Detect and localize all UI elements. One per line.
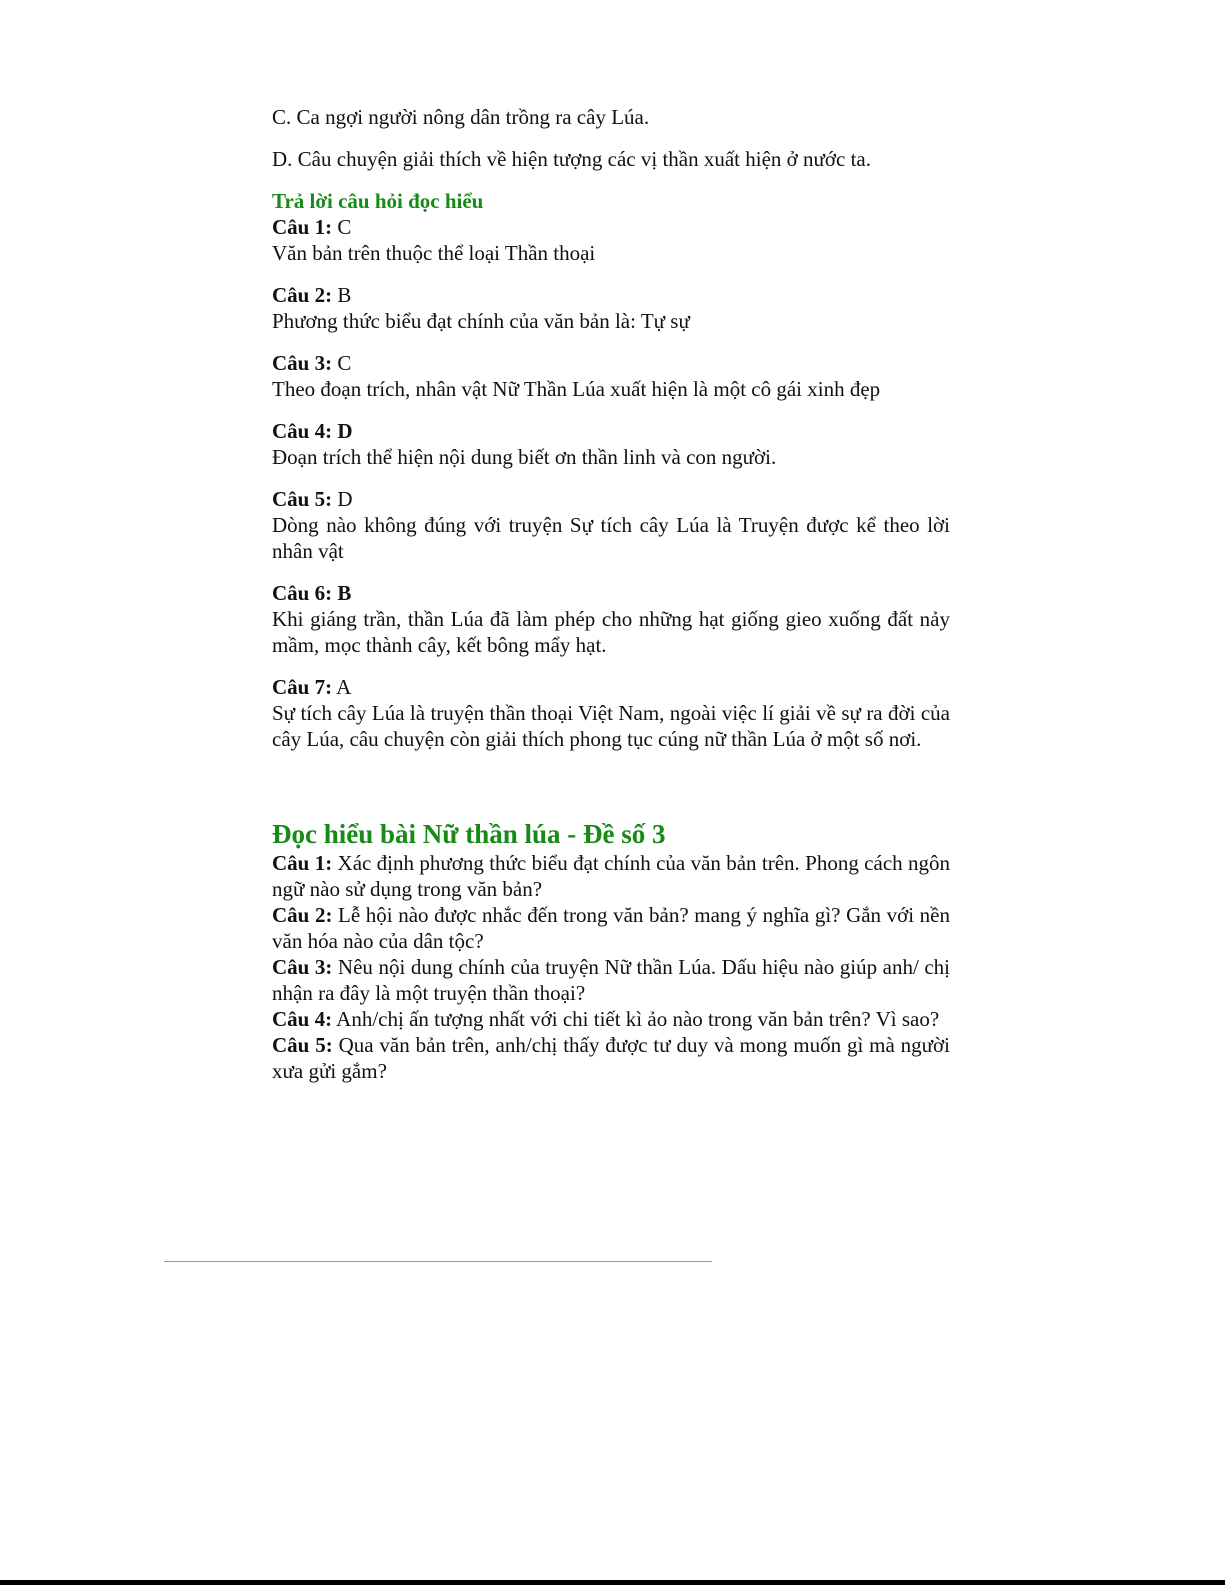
question-label: Câu 3: xyxy=(272,955,333,979)
question-3 xyxy=(272,954,950,1006)
question-5 xyxy=(272,1032,950,1084)
answer-label: Câu 5: xyxy=(272,487,333,511)
question-2 xyxy=(272,902,950,954)
answer-4 xyxy=(272,418,950,470)
answer-label: Câu 1: xyxy=(272,215,333,239)
answer-choice: A xyxy=(332,675,352,699)
answer-7 xyxy=(272,674,950,752)
answer-label: Câu 2: xyxy=(272,283,333,307)
question-text: Lễ hội nào được nhắc đến trong văn bản? mang ý nghĩa gì? Gắn với nền văn hóa nào của dân tộc? xyxy=(272,903,950,953)
question-text: Nêu nội dung chính của truyện Nữ thần Lúa. Dấu hiệu nào giúp anh/ chị nhận ra đây là một truyện thần thoại? xyxy=(272,955,950,1005)
answer-text: Theo đoạn trích, nhân vật Nữ Thần Lúa xuất hiện là một cô gái xinh đẹp xyxy=(272,377,881,401)
page-bottom-edge xyxy=(0,1580,1225,1585)
answer-choice: C xyxy=(332,351,352,375)
answer-text: Dòng nào không đúng với truyện Sự tích cây Lúa là Truyện được kể theo lời nhân vật xyxy=(272,513,950,563)
answers-heading: Trả lời câu hỏi đọc hiểu xyxy=(272,189,484,213)
question-label: Câu 4: xyxy=(272,1007,333,1031)
answer-label: Câu 7: xyxy=(272,675,333,699)
answer-choice: B xyxy=(332,283,352,307)
answer-label: Câu 4: D xyxy=(272,419,353,443)
option-c: C. Ca ngợi người nông dân trồng ra cây Lúa. xyxy=(272,105,650,129)
answer-text: Sự tích cây Lúa là truyện thần thoại Việt Nam, ngoài việc lí giải về sự ra đời của cây Lúa, câu chuyện còn giải thích phong tục cúng nữ thần Lúa ở một số nơi. xyxy=(272,701,950,751)
answer-choice: D xyxy=(332,487,353,511)
option-d: D. Câu chuyện giải thích về hiện tượng các vị thần xuất hiện ở nước ta. xyxy=(272,147,871,171)
question-text: Xác định phương thức biểu đạt chính của văn bản trên. Phong cách ngôn ngữ nào sử dụng trong văn bản? xyxy=(272,851,950,901)
question-4 xyxy=(272,1006,950,1032)
question-text: Anh/chị ấn tượng nhất với chi tiết kì ảo nào trong văn bản trên? Vì sao? xyxy=(332,1007,940,1031)
answer-label: Câu 3: xyxy=(272,351,333,375)
question-list xyxy=(272,850,950,1084)
answer-3 xyxy=(272,350,950,402)
answer-5 xyxy=(272,486,950,564)
answer-2 xyxy=(272,282,950,334)
answer-choice: C xyxy=(332,215,352,239)
answer-text: Văn bản trên thuộc thể loại Thần thoại xyxy=(272,241,596,265)
answer-text: Phương thức biểu đạt chính của văn bản là: Tự sự xyxy=(272,309,690,333)
document-page xyxy=(272,104,950,1084)
answer-text: Đoạn trích thể hiện nội dung biết ơn thần linh và con người. xyxy=(272,445,777,469)
answer-1 xyxy=(272,214,950,266)
question-label: Câu 5: xyxy=(272,1033,333,1057)
question-label: Câu 2: xyxy=(272,903,333,927)
answer-text: Khi giáng trần, thần Lúa đã làm phép cho những hạt giống gieo xuống đất nảy mầm, mọc thành cây, kết bông mẩy hạt. xyxy=(272,607,950,657)
question-1 xyxy=(272,850,950,902)
section-title: Đọc hiểu bài Nữ thần lúa - Đề số 3 xyxy=(272,819,666,849)
question-label: Câu 1: xyxy=(272,851,333,875)
footer-divider xyxy=(164,1261,712,1262)
answer-6 xyxy=(272,580,950,658)
question-text: Qua văn bản trên, anh/chị thấy được tư duy và mong muốn gì mà người xưa gửi gắm? xyxy=(272,1033,950,1083)
answer-label: Câu 6: B xyxy=(272,581,352,605)
